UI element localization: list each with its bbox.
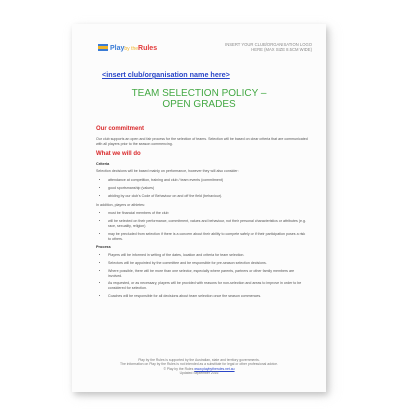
list-item: • As requested, or as necessary, players will be provided with reasons for non-selection and areas to improve in order to be considered for selection.	[108, 281, 308, 291]
logo-flag-icon	[98, 44, 108, 51]
athletes-intro: In addition, players or athletes:	[96, 202, 145, 207]
athlete-list	[96, 211, 308, 241]
club-name-placeholder: <insert club/organisation name here>	[102, 70, 230, 79]
list-item: • Players will be informed in writing of the dates, location and criteria for team selection.	[108, 253, 308, 258]
process-list	[96, 253, 308, 299]
criteria-intro: Selection decisions will be based mainly on performance, however they will also consider:	[96, 169, 239, 174]
document-footer	[92, 358, 306, 376]
policy-title-line-1: TEAM SELECTION POLICY –	[131, 88, 267, 99]
footer-disclaimer-line: The information on Play by the Rules is not intended as a substitute for legal or other professional advice.	[120, 362, 278, 367]
policy-document-page	[72, 24, 326, 392]
criteria-heading: Criteria	[96, 161, 110, 166]
play-by-the-rules-logo: Playby theRules	[98, 44, 157, 52]
list-item: • must be financial members of the club	[108, 211, 308, 216]
list-item: • attendance at competition, training and club / team events (commitment)	[108, 178, 308, 183]
footer-copyright: © Play by the Rules	[163, 366, 194, 371]
criteria-list	[96, 178, 308, 198]
policy-title-line-2: OPEN GRADES	[162, 99, 236, 110]
footer-website-link[interactable]: www.playbytherules.net.au	[194, 366, 235, 371]
footer-updated-line: Updated September 2016	[179, 371, 219, 376]
list-item: • good sportsmanship (values)	[108, 186, 308, 191]
process-heading: Process	[96, 245, 111, 250]
footer-support-line: Play by the Rules is supported by the Australian, state and territory governments.	[138, 358, 260, 362]
list-item: • may be precluded from selection if there is a concern about their ability to compete safely or if their participation poses a risk to others.	[108, 232, 308, 242]
list-item: • Where possible, there will be more than one selector, especially where parents, partners or other family members are involved.	[108, 269, 308, 279]
org-logo-placeholder-text: INSERT YOUR CLUB/ORGANISATION LOGO HERE (MAX SIZE 8.5CM WIDE)	[225, 42, 312, 52]
document-header	[98, 42, 312, 60]
commitment-heading: Our commitment	[96, 126, 145, 132]
policy-title	[72, 88, 326, 110]
policy-body	[96, 126, 308, 303]
what-we-do-heading: What we will do	[96, 150, 141, 157]
list-item: • will be selected on their performance, commitment, values and behaviour, not their personal characteristics or attributes (e.g. race, sexuality, religion)	[108, 219, 308, 229]
list-item: • Selectors will be appointed by the committee and be responsible for pre-season selection decisions.	[108, 261, 308, 266]
list-item: • Coaches will be responsible for all decisions about team selection once the season commences.	[108, 294, 308, 299]
commitment-text: Our club supports an open and fair process for the selection of teams. Selection will be based on clear criteria that are communicated with all players prior to the season commencing.	[96, 137, 308, 146]
list-item: • abiding by our club's Code of Behaviour on and off the field (behaviour).	[108, 194, 308, 199]
